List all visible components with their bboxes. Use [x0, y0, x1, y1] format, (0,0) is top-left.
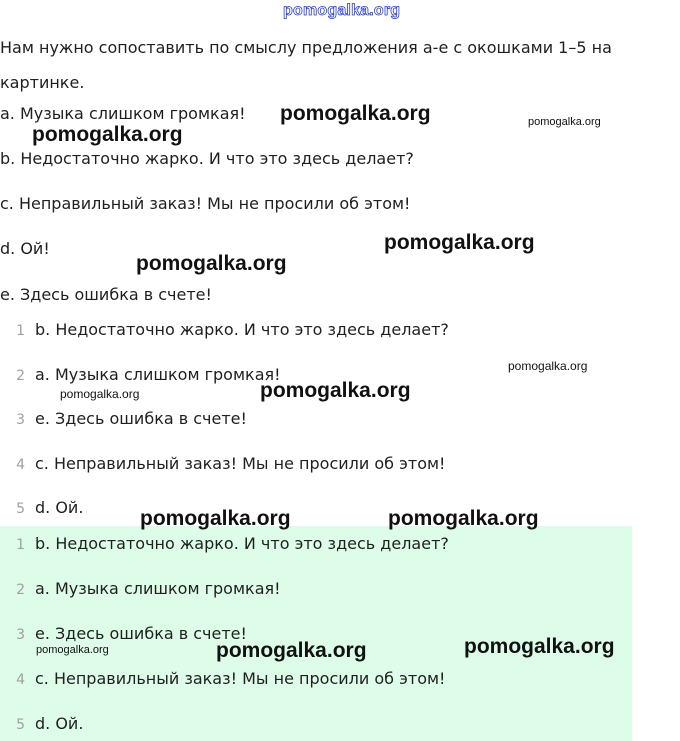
list-item	[0, 532, 449, 556]
task-intro: Нам нужно сопоставить по смыслу предложения a-e с окошками 1–5 на картинке.	[0, 38, 612, 92]
item-text: e. Здесь ошибка в счете!	[35, 409, 247, 428]
item-text: b. Недостаточно жарко. И что это здесь делает?	[35, 534, 449, 553]
sentence-b: b. Недостаточно жарко. И что это здесь делает?	[0, 149, 414, 168]
watermark: pomogalka.org	[260, 379, 411, 402]
item-number: 2	[16, 368, 25, 384]
answer-list-highlighted	[0, 526, 632, 741]
watermark: pomogalka.org	[384, 231, 535, 254]
watermark: pomogalka.org	[280, 102, 431, 125]
item-number: 4	[16, 672, 25, 688]
item-text: d. Ой.	[35, 714, 84, 733]
sentence-d: d. Ой!	[0, 239, 50, 258]
watermark: pomogalka.org	[388, 507, 539, 530]
item-number: 5	[16, 717, 25, 733]
list-item	[0, 667, 445, 691]
watermark: pomogalka.org	[528, 116, 601, 128]
item-number: 3	[16, 627, 25, 643]
item-number: 1	[16, 323, 25, 339]
list-item	[0, 452, 445, 476]
list-item	[0, 407, 247, 431]
item-text: a. Музыка слишком громкая!	[35, 365, 281, 384]
watermark: pomogalka.org	[36, 644, 109, 656]
answer-list	[0, 316, 632, 526]
item-number: 2	[16, 582, 25, 598]
watermark: pomogalka.org	[140, 507, 291, 530]
item-text: e. Здесь ошибка в счете!	[35, 624, 247, 643]
site-title-watermark: pomogalka.org	[283, 2, 401, 19]
item-number: 4	[16, 457, 25, 473]
item-number: 5	[16, 501, 25, 517]
item-text: b. Недостаточно жарко. И что это здесь делает?	[35, 320, 449, 339]
item-text: c. Неправильный заказ! Мы не просили об этом!	[35, 669, 446, 688]
list-item	[0, 577, 281, 601]
item-text: a. Музыка слишком громкая!	[35, 579, 281, 598]
list-item	[0, 496, 83, 520]
list-item	[0, 318, 449, 342]
watermark: pomogalka.org	[32, 123, 183, 146]
watermark: pomogalka.org	[60, 387, 140, 401]
sentence-c: c. Неправильный заказ! Мы не просили об этом!	[0, 194, 411, 213]
watermark: pomogalka.org	[136, 252, 287, 275]
watermark: pomogalka.org	[216, 639, 367, 662]
item-text: c. Неправильный заказ! Мы не просили об этом!	[35, 454, 446, 473]
sentence-a: a. Музыка слишком громкая!	[0, 104, 246, 123]
item-number: 1	[16, 537, 25, 553]
list-item	[0, 363, 281, 387]
watermark: pomogalka.org	[464, 635, 615, 658]
sentence-e: e. Здесь ошибка в счете!	[0, 285, 212, 304]
watermark: pomogalka.org	[508, 359, 588, 373]
list-item	[0, 622, 247, 646]
item-number: 3	[16, 412, 25, 428]
list-item	[0, 712, 83, 736]
item-text: d. Ой.	[35, 498, 84, 517]
